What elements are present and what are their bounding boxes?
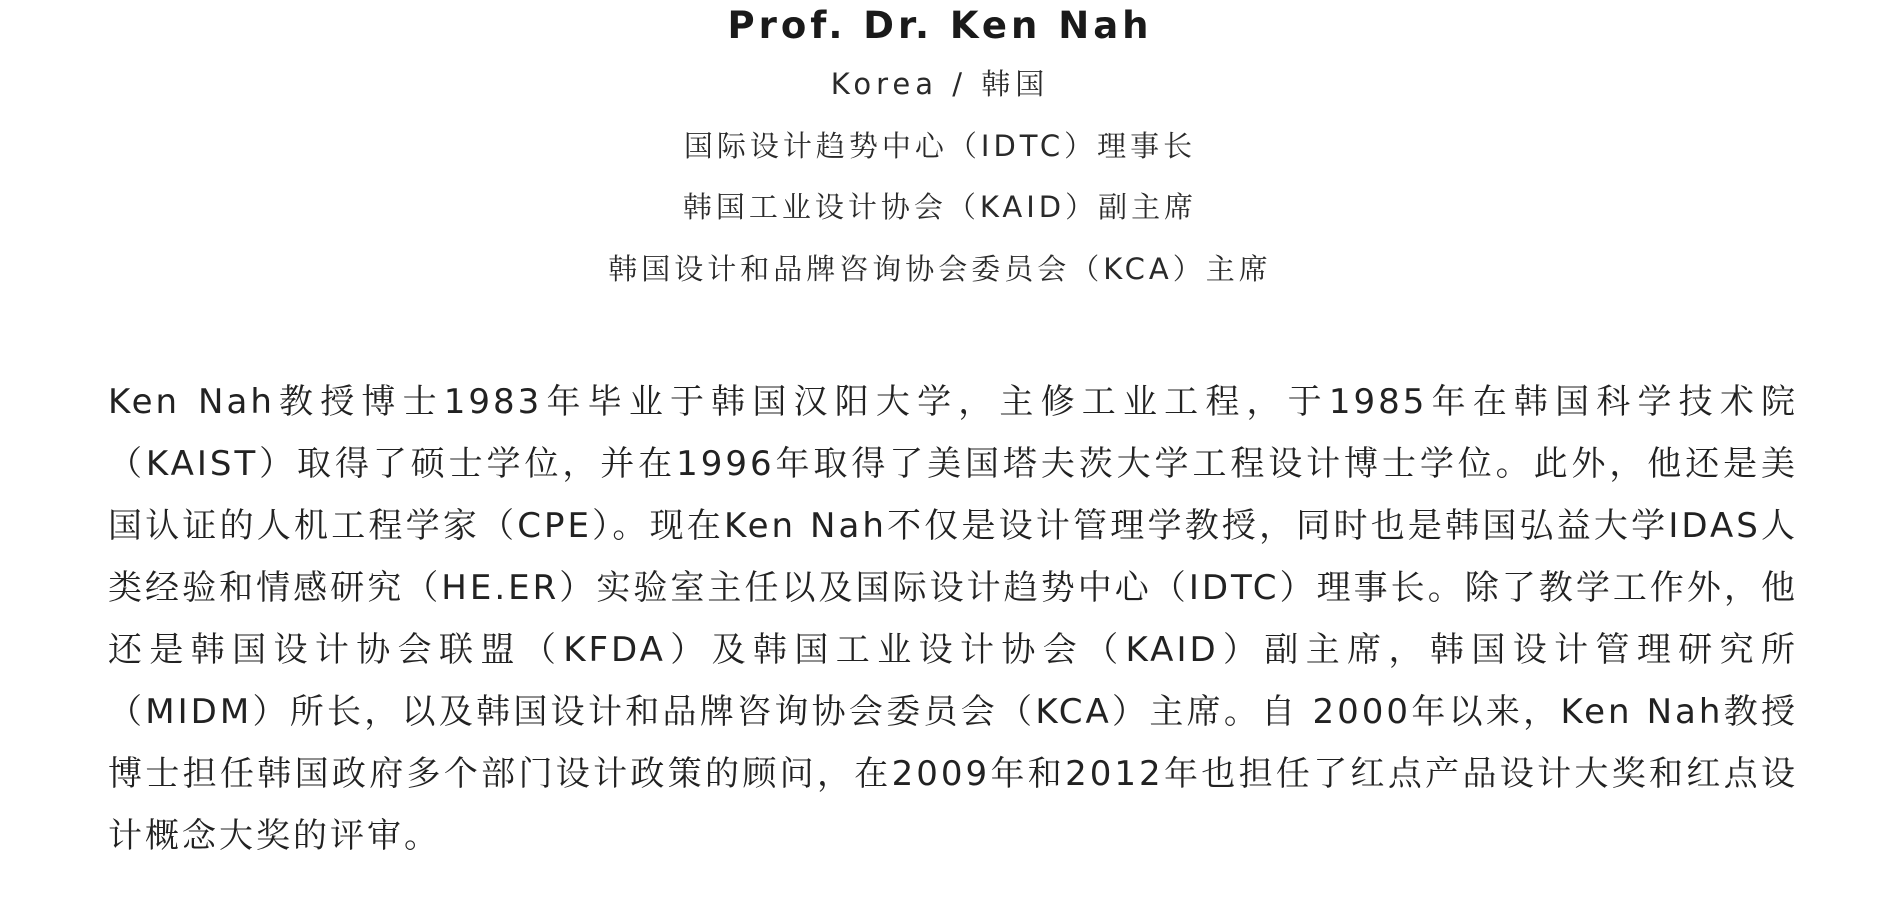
person-role-kaid: 韩国工业设计协会（KAID）副主席 — [682, 190, 1198, 224]
biography-paragraph: Ken Nah教授博士1983年毕业于韩国汉阳大学，主修工业工程，于1985年在韩国科学技术院（KAIST）取得了硕士学位，并在1996年取得了美国塔夫茨大学工程设计博士学位。此外，他还是美国认证的人机工程学家（CPE）。现在Ken Nah不仅是设计管理学教授，同时也是韩国弘益大学IDAS人类经验和情感研究（HE.ER）实验室主任以及国际设计趋势中心（IDTC）理事长。除了教学工作外，他还是韩国设计协会联盟（KFDA）及韩国工业设计协会（KAID）副主席，韩国设计管理研究所 （MIDM）所长，以及韩国设计和品牌咨询协会委员会（KCA）主席。自 2000年以来，Ken Nah教授博士担任韩国政府多个部门设计政策的顾问，在2009年和2012年也担任了红点产品设计大奖和红点设计概念大奖的评审。 — [108, 382, 1798, 856]
person-role-kca: 韩国设计和品牌咨询协会委员会（KCA）主席 — [608, 252, 1272, 286]
person-country: Korea / 韩国 — [830, 67, 1050, 101]
person-role-idtc: 国际设计趋势中心（IDTC）理事长 — [683, 129, 1197, 163]
person-name: Prof. Dr. Ken Nah — [727, 4, 1153, 47]
